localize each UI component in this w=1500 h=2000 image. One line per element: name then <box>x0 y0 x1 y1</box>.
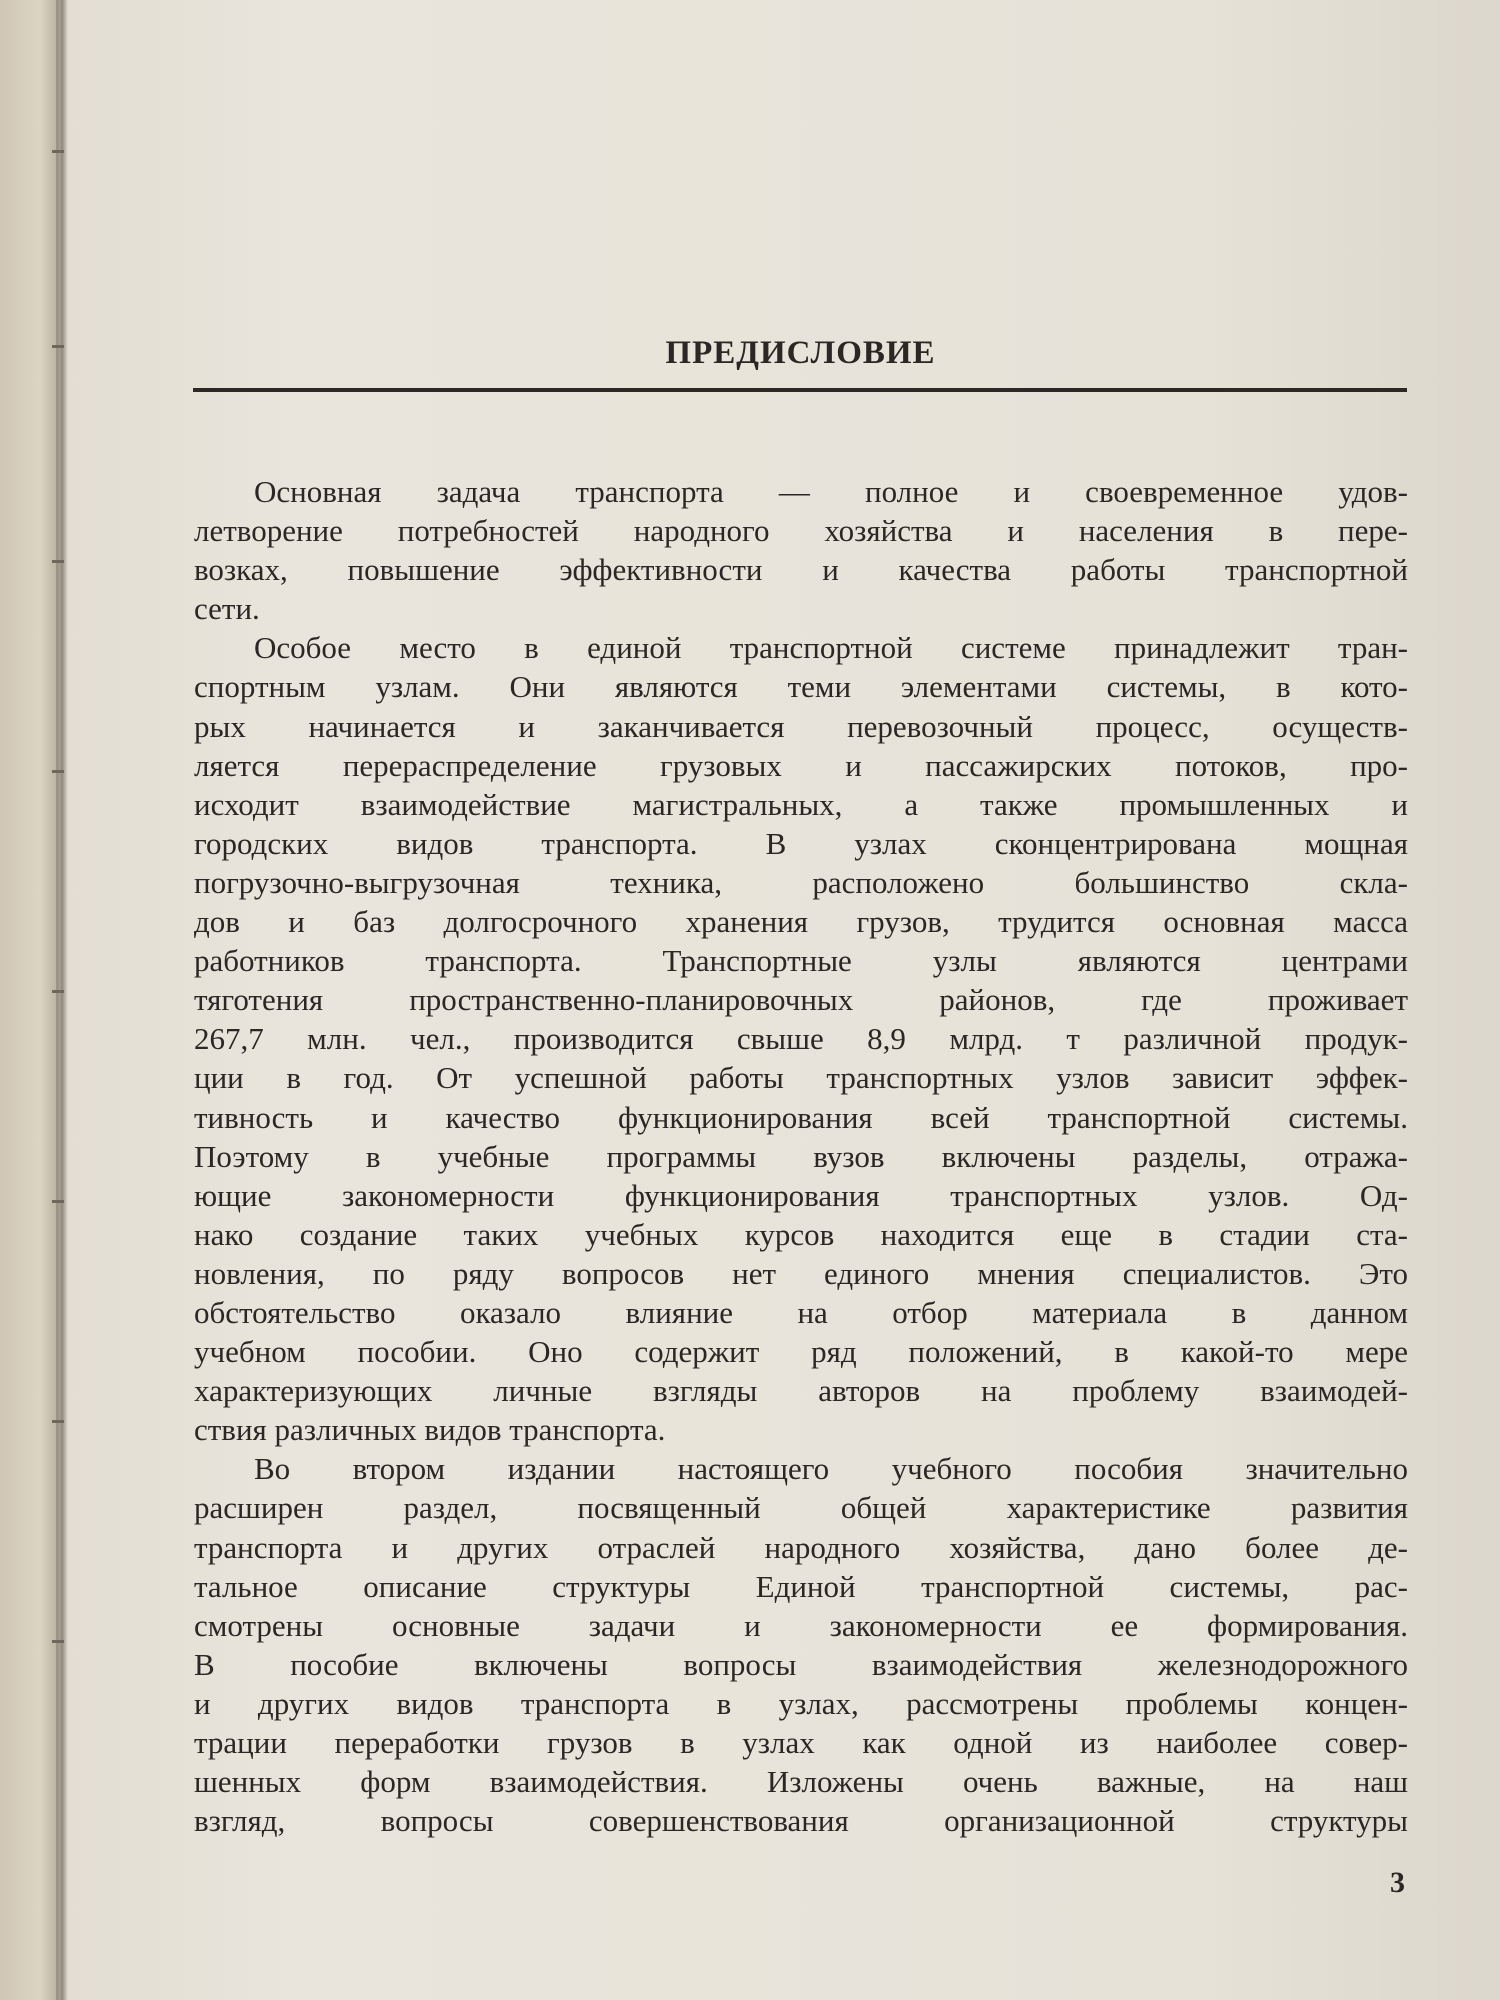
text-line: дов и баз долгосрочного хранения грузов, трудится основная масса <box>194 904 1408 940</box>
binding-stitch <box>52 1420 64 1423</box>
text-line: спортным узлам. Они являются теми элементами системы, в кото- <box>194 669 1408 705</box>
text-line: смотрены основные задачи и закономерности ее формирования. <box>194 1607 1408 1643</box>
text-line: Особое место в единой транспортной системе принадлежит тран- <box>254 630 1408 666</box>
text-line: тивность и качество функционирования всей транспортной системы. <box>194 1099 1408 1135</box>
body-text <box>194 472 1408 1840</box>
text-line: летворение потребностей народного хозяйства и населения в пере- <box>194 513 1408 549</box>
binding-stitch <box>52 1640 64 1643</box>
text-line: работников транспорта. Транспортные узлы являются центрами <box>194 943 1408 979</box>
text-line: новления, по ряду вопросов нет единого мнения специалистов. Это <box>194 1255 1408 1291</box>
page-title: ПРЕДИСЛОВИЕ <box>665 335 936 371</box>
text-line: характеризующих личные взгляды авторов на проблему взаимодей- <box>194 1373 1408 1409</box>
text-line: транспорта и других отраслей народного хозяйства, дано более де- <box>194 1529 1408 1565</box>
text-line: тальное описание структуры Единой транспортной системы, рас- <box>194 1568 1408 1604</box>
text-line: тяготения пространственно-планировочных районов, где проживает <box>194 982 1408 1018</box>
text-line: Поэтому в учебные программы вузов включены разделы, отража- <box>194 1138 1408 1174</box>
text-line: расширен раздел, посвященный общей характеристике развития <box>194 1490 1408 1526</box>
text-line: погрузочно-выгрузочная техника, расположено большинство скла- <box>194 864 1408 900</box>
binding-stitch <box>52 770 64 773</box>
text-line: обстоятельство оказало влияние на отбор материала в данном <box>194 1294 1408 1330</box>
text-line: В пособие включены вопросы взаимодействия железнодорожного <box>194 1646 1408 1682</box>
text-line: возках, повышение эффективности и качества работы транспортной <box>194 552 1408 588</box>
text-line: шенных форм взаимодействия. Изложены очень важные, на наш <box>194 1764 1408 1800</box>
text-line: Во втором издании настоящего учебного пособия значительно <box>254 1451 1408 1487</box>
text-line: учебном пособии. Оно содержит ряд положений, в какой-то мере <box>194 1334 1408 1370</box>
binding-stitch <box>52 990 64 993</box>
page-number: 3 <box>1390 1866 1405 1899</box>
text-line: Основная задача транспорта — полное и своевременное удов- <box>254 474 1408 509</box>
text-line: нако создание таких учебных курсов находится еще в стадии ста- <box>194 1216 1408 1252</box>
text-line: сети. <box>194 591 260 627</box>
binding-stitch <box>52 150 64 153</box>
text-line: ции в год. От успешной работы транспортных узлов зависит эффек- <box>194 1060 1408 1096</box>
text-line: городских видов транспорта. В узлах сконцентрирована мощная <box>194 825 1408 861</box>
binding-stitch <box>52 560 64 563</box>
text-line: исходит взаимодействие магистральных, а также промышленных и <box>194 786 1408 822</box>
book-binding <box>56 0 59 2000</box>
text-line: трации переработки грузов в узлах как одной из наиболее совер- <box>194 1725 1408 1760</box>
text-line: взгляд, вопросы совершенствования организационной структуры <box>194 1803 1408 1839</box>
binding-stitch <box>52 345 64 348</box>
text-line: ствия различных видов транспорта. <box>194 1412 666 1448</box>
text-line: ющие закономерности функционирования транспортных узлов. Од- <box>194 1177 1408 1213</box>
text-line: рых начинается и заканчивается перевозочный процесс, осуществ- <box>194 708 1408 744</box>
binding-stitch <box>52 1200 64 1203</box>
text-line: 267,7 млн. чел., производится свыше 8,9 млрд. т различной продук- <box>194 1021 1408 1057</box>
text-line: и других видов транспорта в узлах, рассмотрены проблемы концен- <box>194 1685 1408 1721</box>
title-rule <box>193 388 1407 392</box>
text-line: ляется перераспределение грузовых и пассажирских потоков, про- <box>194 747 1408 783</box>
